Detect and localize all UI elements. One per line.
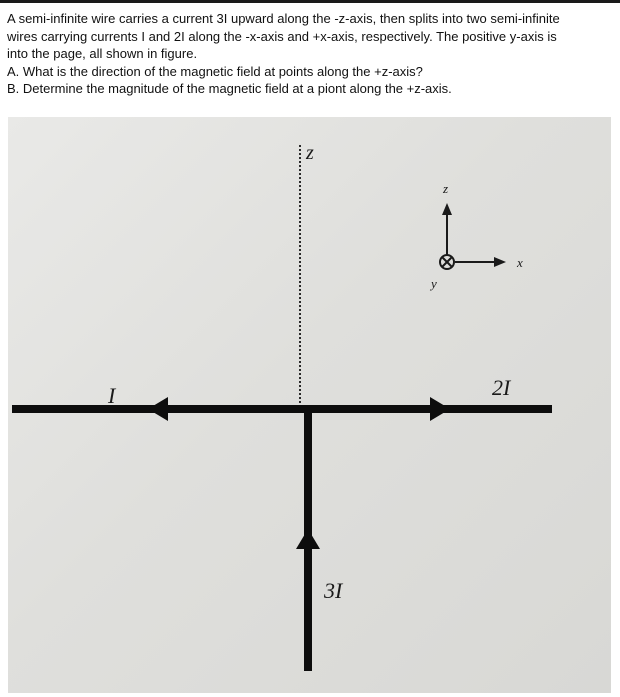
current-label-bottom: 3I <box>324 578 343 603</box>
current-label-left: I <box>108 383 116 408</box>
inset-z-label: z <box>443 181 449 196</box>
bottom-current-arrow <box>296 529 320 549</box>
inset-z-arrowhead <box>442 203 452 215</box>
figure-svg <box>8 117 611 693</box>
left-current-arrow <box>148 397 168 421</box>
problem-line-3: into the page, all shown in figure. <box>7 46 198 61</box>
inset-y-label: y <box>431 276 437 291</box>
z-axis-label: z <box>306 142 314 164</box>
coordinate-inset <box>429 181 523 291</box>
question-a: A. What is the direction of the magnetic field at points along the +z-axis? <box>7 63 423 79</box>
problem-line-2: wires carrying currents I and 2I along the -x-axis and +x-axis, respectively. The positive y-axis is <box>7 28 557 44</box>
inset-x-arrowhead <box>494 257 506 267</box>
right-current-arrow <box>430 397 450 421</box>
horizontal-wire <box>12 405 552 413</box>
inset-x-label: x <box>517 255 523 270</box>
problem-line-1: A semi-infinite wire carries a current 3I upward along the -z-axis, then splits into two semi-infinite <box>7 11 560 26</box>
question-b: B. Determine the magnitude of the magnetic field at a piont along the +z-axis. <box>7 81 452 96</box>
wire-figure <box>8 117 611 693</box>
problem-statement <box>7 10 613 98</box>
top-border <box>0 0 620 3</box>
current-label-right: 2I <box>492 375 511 400</box>
